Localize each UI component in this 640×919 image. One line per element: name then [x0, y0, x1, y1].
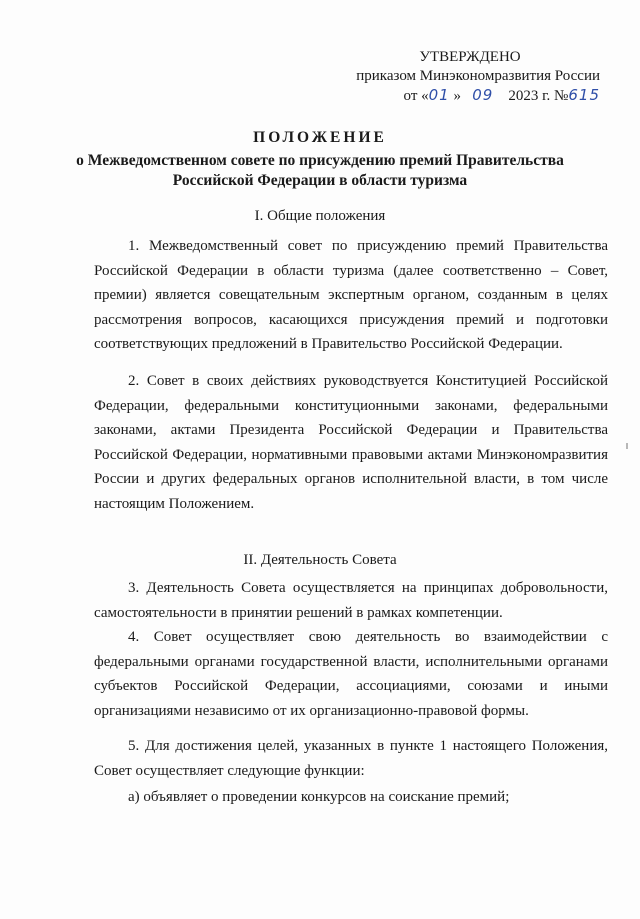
handwritten-month: 09 [472, 86, 494, 104]
date-year: 2023 г. № [508, 88, 569, 104]
section-heading-activity: II. Деятельность Совета [243, 552, 397, 568]
paragraph-5a: а) объявляет о проведении конкурсов на соискание премий; [128, 789, 510, 805]
date-prefix: от « [403, 88, 429, 104]
document-title: ПОЛОЖЕНИЕ [253, 129, 387, 146]
paragraph-1: 1. Межведомственный совет по присуждению премий Правительства Российской Федерации в области туризма (далее соответственно – Совет, премии) является совещательным экспертным органом, созданным в целях рассмотрения вопросов, касающихся присуждения премий и подготовки соответствующих предложений в Правительство Российской Федерации. [94, 238, 608, 352]
document-subtitle-line-1: о Межведомственном совете по присуждению премий Правительства [76, 152, 564, 169]
document-title-block [70, 128, 570, 191]
section-heading-general: I. Общие положения [254, 208, 386, 224]
paragraph-4: 4. Совет осуществляет свою деятельность во взаимодействии с федеральными органами государственной власти, исполнительными органами субъектов Российской Федерации, ассоциациями, союзами и иными организациями независимо от их организационно-правовой формы. [94, 629, 608, 719]
approval-stamp [340, 48, 600, 106]
handwritten-day: 01 [428, 86, 450, 104]
paragraph-5: 5. Для достижения целей, указанных в пункте 1 настоящего Положения, Совет осуществляет следующие функции: [94, 738, 608, 779]
approval-date-line [340, 86, 600, 106]
approval-order-line: приказом Минэкономразвития России [356, 68, 600, 84]
date-quote-close: » [453, 88, 461, 104]
scan-speck [626, 443, 628, 449]
paragraph-3: 3. Деятельность Совета осуществляется на принципах добровольности, самостоятельности в принятии решений в рамках компетенции. [94, 580, 608, 621]
paragraph-2: 2. Совет в своих действиях руководствуется Конституцией Российской Федерации, федеральными конституционными законами, федеральными законами, актами Президента Российской Федерации и Правительства Российской Федерации, нормативными правовыми актами Минэкономразвития России и других федеральных органов исполнительной власти, в том числе настоящим Положением. [94, 373, 608, 512]
handwritten-number: 615 [568, 86, 600, 104]
approval-heading: УТВЕРЖДЕНО [419, 49, 521, 65]
document-subtitle-line-2: Российской Федерации в области туризма [172, 172, 468, 189]
